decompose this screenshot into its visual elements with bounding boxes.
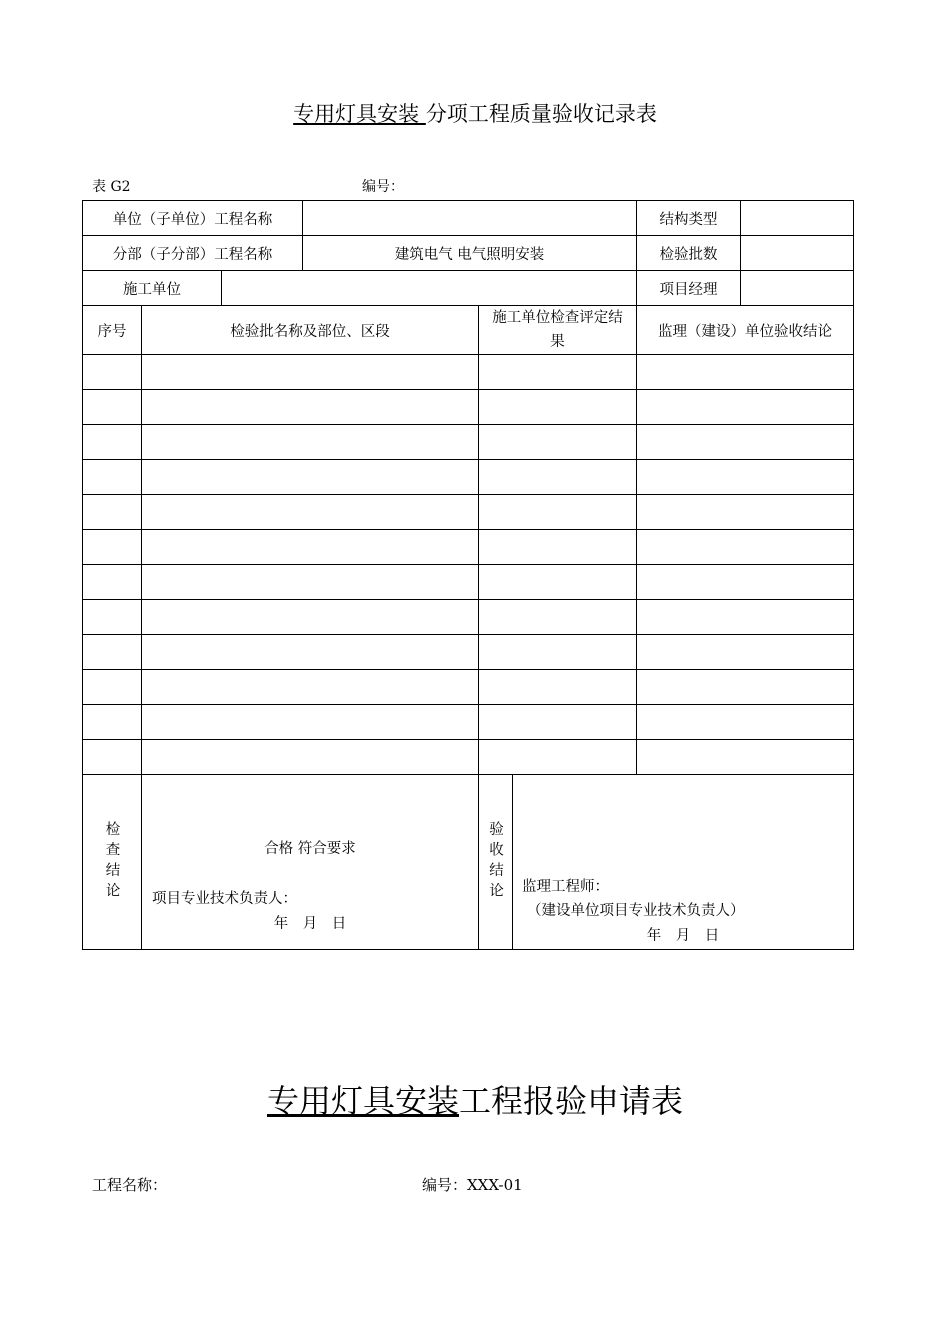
batch-name-cell[interactable]: [142, 425, 479, 460]
supervisor-conclusion-cell[interactable]: [637, 670, 854, 705]
acceptance-record-table: [82, 200, 854, 950]
batch-name-cell[interactable]: [142, 705, 479, 740]
contractor-result-cell[interactable]: [479, 530, 637, 565]
accept-signer-note: （建设单位项目专业技术负责人）: [527, 903, 745, 919]
supervisor-conclusion-cell[interactable]: [637, 705, 854, 740]
check-signer-label: 项目专业技术负责人：: [152, 891, 297, 907]
sub-project-label: 分部（子分部）工程名称: [83, 236, 303, 271]
check-result: 合格 符合要求: [264, 841, 356, 857]
batch-count-value[interactable]: [741, 236, 854, 271]
accept-conclusion-label: 验收结论: [487, 821, 503, 903]
supervisor-conclusion-cell[interactable]: [637, 530, 854, 565]
supervisor-conclusion-cell[interactable]: [637, 635, 854, 670]
contractor-result-cell[interactable]: [479, 600, 637, 635]
seq-cell[interactable]: [83, 740, 142, 775]
col-header-batch-name: 检验批名称及部位、区段: [142, 306, 479, 355]
seq-cell[interactable]: [83, 635, 142, 670]
supervisor-conclusion-cell[interactable]: [637, 425, 854, 460]
seq-cell[interactable]: [83, 390, 142, 425]
form2-number-label: 编号：XXX-01: [422, 1176, 523, 1194]
seq-cell[interactable]: [83, 670, 142, 705]
table-row: [83, 600, 854, 635]
contractor-result-cell[interactable]: [479, 705, 637, 740]
form1-title: [0, 98, 950, 128]
form1-number-label: 编号：: [362, 179, 404, 195]
seq-cell[interactable]: [83, 495, 142, 530]
project-name-label: 工程名称：: [92, 1176, 168, 1194]
table-code: 表 G2: [92, 179, 131, 195]
form2-title-rest: 工程报验申请表: [459, 1082, 684, 1120]
table-row: [83, 740, 854, 775]
contractor-result-cell[interactable]: [479, 495, 637, 530]
contractor-result-cell[interactable]: [479, 740, 637, 775]
supervisor-conclusion-cell[interactable]: [637, 495, 854, 530]
accept-signer-label: 监理工程师：: [522, 879, 609, 895]
table-row: [83, 425, 854, 460]
table-row: [83, 670, 854, 705]
unit-project-label: 单位（子单位）工程名称: [83, 201, 303, 236]
supervisor-conclusion-cell[interactable]: [637, 740, 854, 775]
seq-cell[interactable]: [83, 425, 142, 460]
supervisor-conclusion-cell[interactable]: [637, 355, 854, 390]
unit-project-value[interactable]: [303, 201, 637, 236]
contractor-result-cell[interactable]: [479, 355, 637, 390]
table-row: [83, 390, 854, 425]
check-conclusion-label: 检查结论: [103, 821, 120, 903]
batch-name-cell[interactable]: [142, 495, 479, 530]
seq-cell[interactable]: [83, 355, 142, 390]
supervisor-conclusion-cell[interactable]: [637, 600, 854, 635]
table-row: [83, 565, 854, 600]
seq-cell[interactable]: [83, 705, 142, 740]
form2-title-subject: 专用灯具安装: [266, 1082, 459, 1120]
form1-title-rest: 分项工程质量验收记录表: [425, 102, 657, 126]
table-row: [83, 495, 854, 530]
accept-date: 年 月 日: [646, 928, 720, 944]
contractor-result-cell[interactable]: [479, 460, 637, 495]
batch-name-cell[interactable]: [142, 565, 479, 600]
supervisor-conclusion-cell[interactable]: [637, 565, 854, 600]
check-date: 年 月 日: [273, 916, 347, 932]
table-row: [83, 355, 854, 390]
batch-name-cell[interactable]: [142, 460, 479, 495]
seq-cell[interactable]: [83, 460, 142, 495]
col-header-contractor-result: 施工单位检查评定结果: [479, 306, 637, 355]
supervisor-conclusion-cell[interactable]: [637, 460, 854, 495]
accept-conclusion-label-cell: [479, 775, 513, 950]
col-header-seq: 序号: [83, 306, 142, 355]
contractor-result-cell[interactable]: [479, 425, 637, 460]
supervisor-conclusion-cell[interactable]: [637, 390, 854, 425]
structure-type-value[interactable]: [741, 201, 854, 236]
batch-count-label: 检验批数: [637, 236, 741, 271]
batch-name-cell[interactable]: [142, 355, 479, 390]
batch-name-cell[interactable]: [142, 670, 479, 705]
batch-name-cell[interactable]: [142, 740, 479, 775]
project-manager-value[interactable]: [741, 271, 854, 306]
contractor-result-cell[interactable]: [479, 390, 637, 425]
seq-cell[interactable]: [83, 565, 142, 600]
table-row: [83, 635, 854, 670]
batch-name-cell[interactable]: [142, 635, 479, 670]
batch-name-cell[interactable]: [142, 530, 479, 565]
contractor-value[interactable]: [222, 271, 637, 306]
table-row: [83, 530, 854, 565]
contractor-result-cell[interactable]: [479, 565, 637, 600]
sub-project-value[interactable]: 建筑电气 电气照明安装: [303, 236, 637, 271]
check-conclusion-label-cell: [83, 775, 142, 950]
table-row: [83, 705, 854, 740]
contractor-result-cell[interactable]: [479, 670, 637, 705]
form2-title: [0, 1076, 950, 1122]
col-header-supervisor-conclusion: 监理（建设）单位验收结论: [637, 306, 854, 355]
structure-type-label: 结构类型: [637, 201, 741, 236]
table-row: [83, 460, 854, 495]
form1-title-subject: 专用灯具安装: [293, 102, 426, 126]
contractor-result-cell[interactable]: [479, 635, 637, 670]
batch-name-cell[interactable]: [142, 600, 479, 635]
contractor-label: 施工单位: [83, 271, 222, 306]
project-manager-label: 项目经理: [637, 271, 741, 306]
seq-cell[interactable]: [83, 530, 142, 565]
check-conclusion-cell: [142, 775, 479, 950]
seq-cell[interactable]: [83, 600, 142, 635]
batch-name-cell[interactable]: [142, 390, 479, 425]
accept-conclusion-cell: [513, 775, 854, 950]
